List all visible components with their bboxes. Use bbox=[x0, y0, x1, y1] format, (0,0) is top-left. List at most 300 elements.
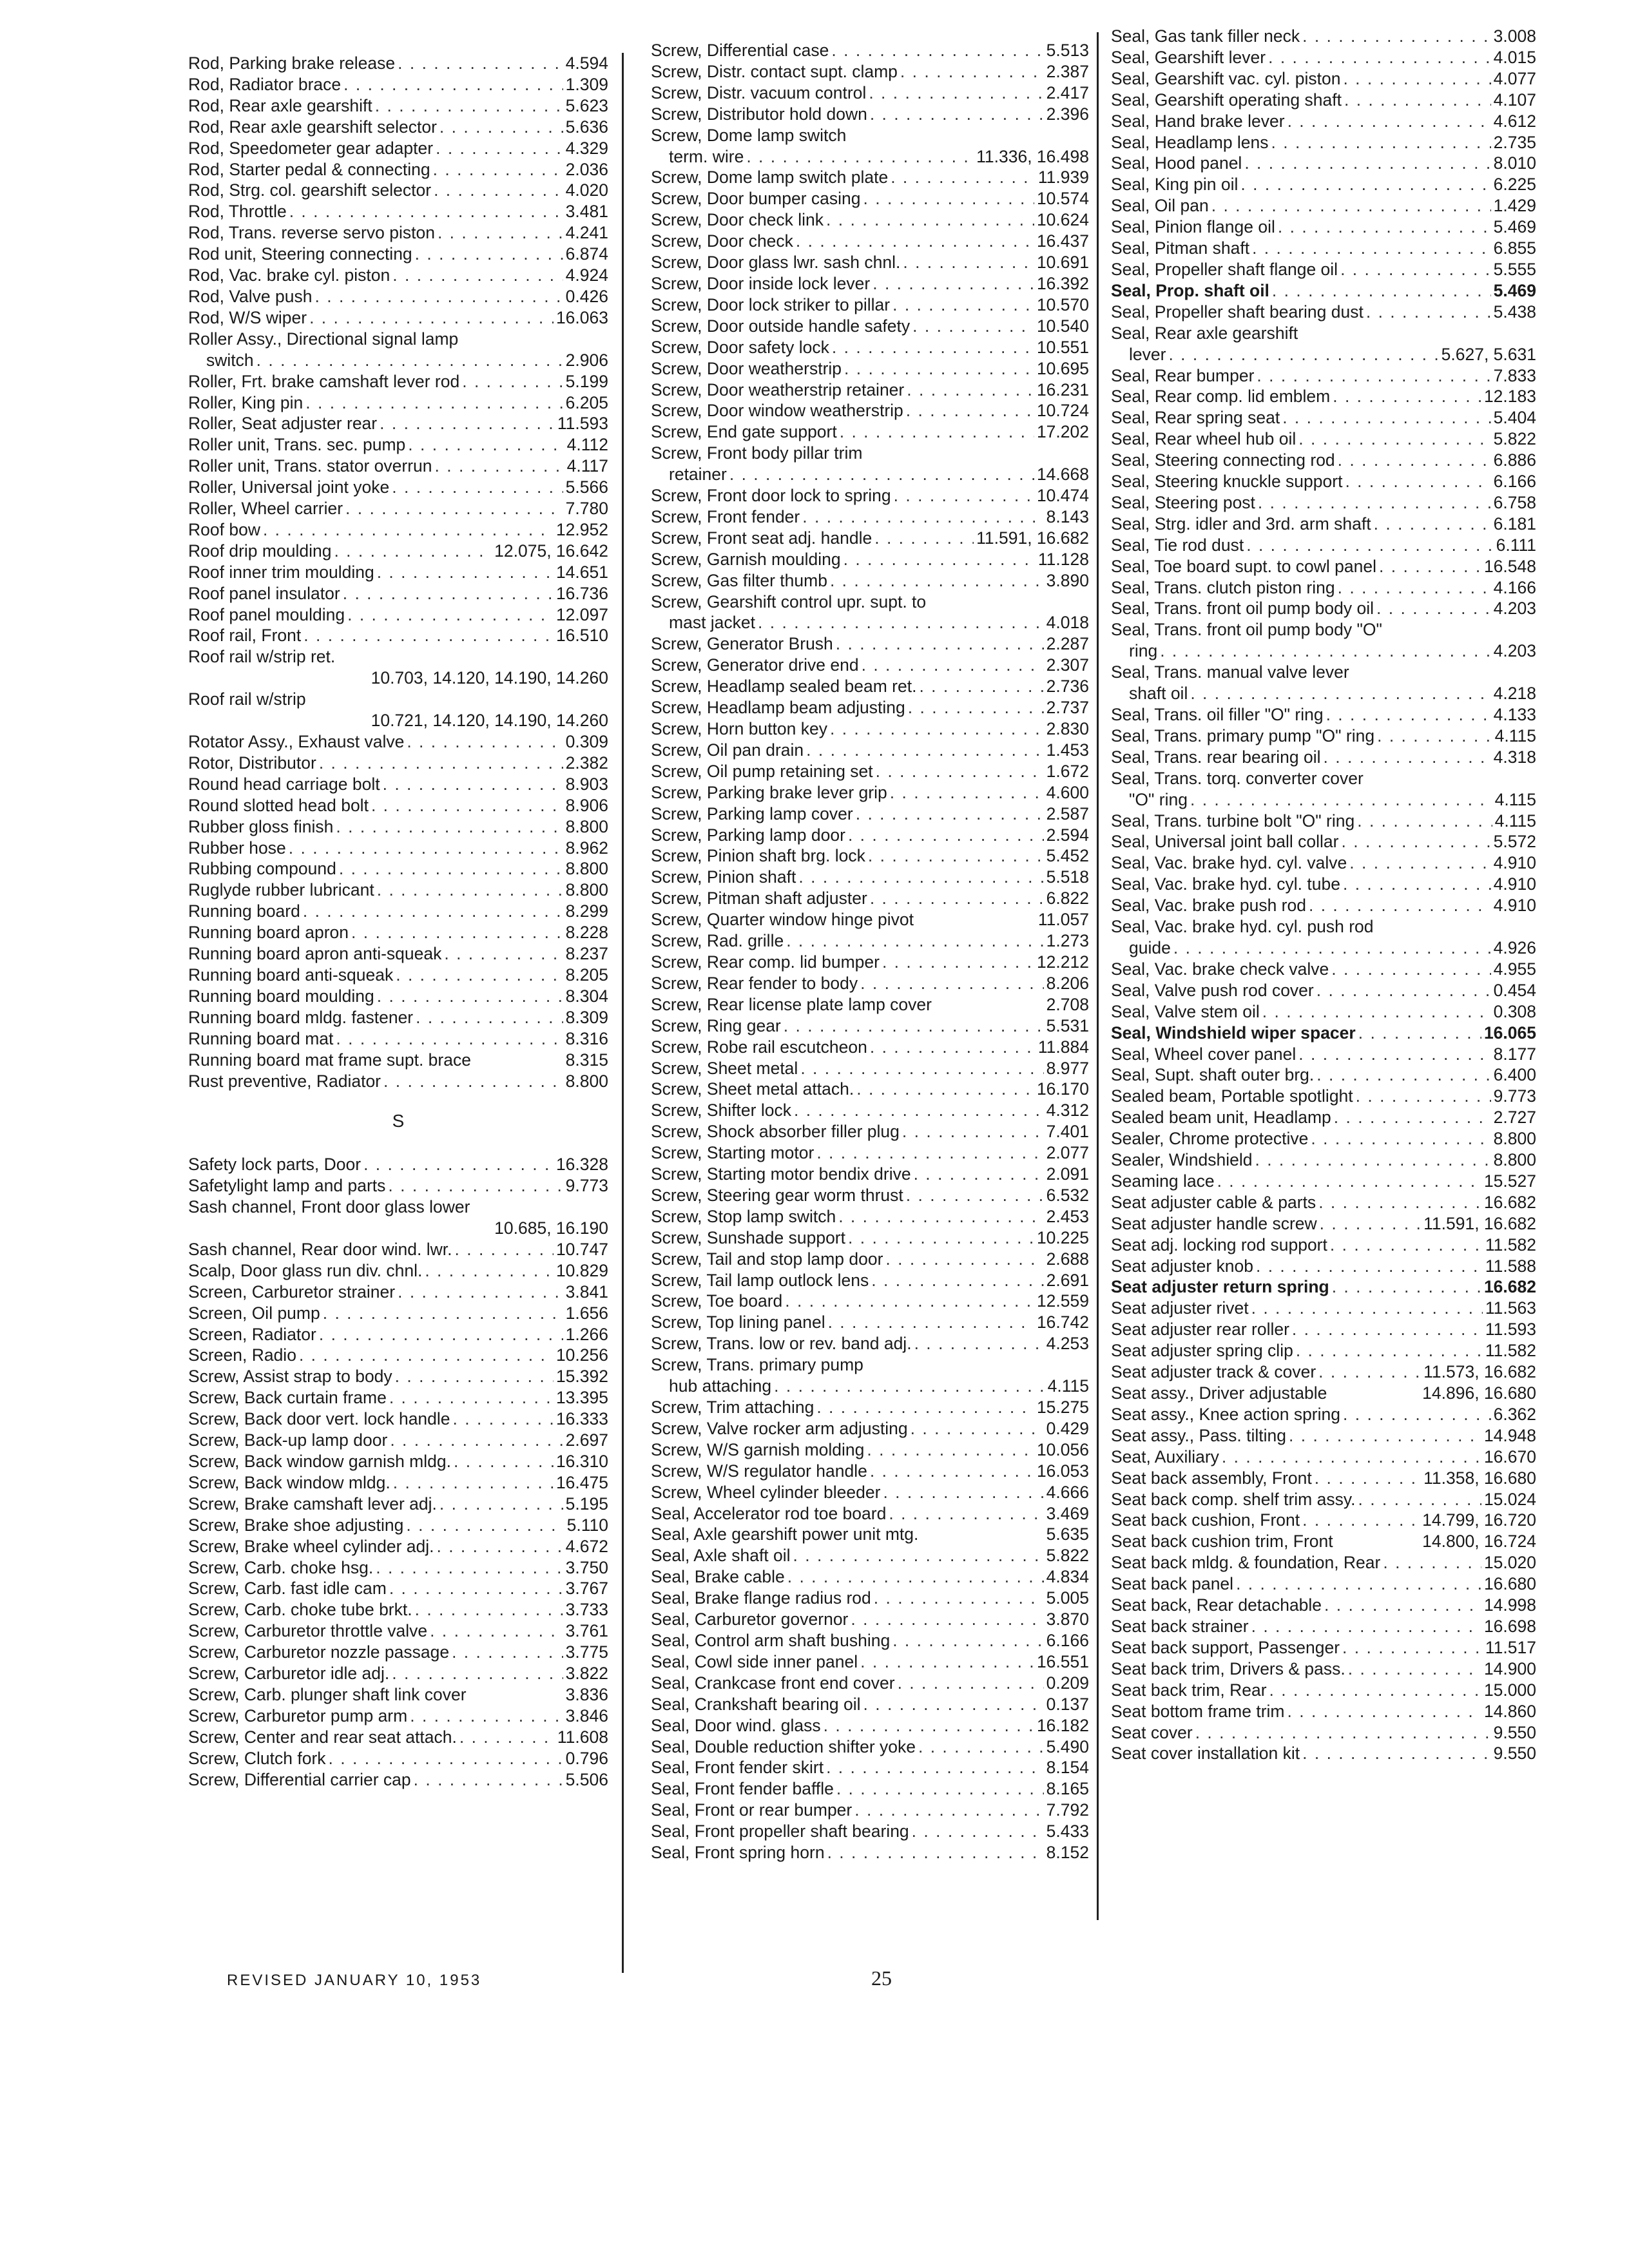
leader-dots bbox=[336, 1028, 563, 1050]
entry-text: Screw, Back window garnish mldg. bbox=[188, 1452, 451, 1471]
leader-dots bbox=[1357, 811, 1492, 832]
entry-text: Seat back trim, Rear bbox=[1111, 1680, 1267, 1700]
entry-reference: 8.800 bbox=[565, 816, 608, 836]
entry-text: Seal, Front fender skirt bbox=[651, 1758, 824, 1778]
index-entry bbox=[1111, 811, 1536, 832]
entry-text: Seal, Brake flange radius rod bbox=[651, 1588, 871, 1608]
index-entry bbox=[188, 1387, 608, 1408]
entry-reference: 0.309 bbox=[565, 732, 608, 751]
entry-text: Screw, Distributor hold down bbox=[651, 104, 867, 124]
leader-dots bbox=[914, 1333, 1044, 1354]
entry-text: Seal, Accelerator rod toe board bbox=[651, 1503, 887, 1523]
index-entry bbox=[651, 1800, 1089, 1821]
index-entry bbox=[1111, 344, 1536, 365]
leader-dots bbox=[1236, 1573, 1481, 1595]
leader-dots bbox=[794, 1100, 1044, 1121]
index-entry bbox=[1111, 895, 1536, 916]
leader-dots bbox=[918, 1736, 1044, 1758]
leader-dots bbox=[860, 1651, 1034, 1673]
leader-dots bbox=[838, 1206, 1043, 1227]
leader-dots bbox=[832, 337, 1034, 358]
index-entry bbox=[651, 1630, 1089, 1651]
index-entry bbox=[1111, 1468, 1536, 1489]
entry-text: Screw, Pinion shaft bbox=[651, 867, 796, 887]
leader-dots bbox=[334, 541, 492, 562]
entry-text: Screw, Brake camshaft lever adj. bbox=[188, 1494, 437, 1514]
leader-dots bbox=[870, 888, 1044, 909]
leader-dots bbox=[388, 1175, 563, 1196]
leader-dots bbox=[882, 952, 1034, 973]
entry-reference: 3.008 bbox=[1493, 26, 1536, 46]
entry-reference: 11.593 bbox=[1485, 1320, 1536, 1340]
leader-dots bbox=[1298, 1044, 1490, 1065]
entry-reference: 5.110 bbox=[566, 1515, 608, 1535]
index-entry bbox=[1111, 1722, 1536, 1744]
entry-text: Seat bottom frame trim bbox=[1111, 1701, 1285, 1721]
leader-dots bbox=[802, 506, 1043, 528]
leader-dots bbox=[1366, 302, 1491, 323]
index-entry bbox=[651, 570, 1089, 591]
entry-reference: 10.721, 14.120, 14.190, 14.260 bbox=[371, 711, 608, 731]
entry-text: ring bbox=[1129, 641, 1158, 661]
entry-text: Seal, Crankshaft bearing oil bbox=[651, 1694, 861, 1714]
entry-reference: 11.588 bbox=[1485, 1256, 1536, 1276]
entry-text: Seal, Pitman shaft bbox=[1111, 238, 1250, 258]
entry-reference: 8.906 bbox=[565, 795, 608, 815]
index-entry bbox=[1111, 1276, 1536, 1298]
index-entry bbox=[188, 858, 608, 879]
entry-text: Roller unit, Trans. stator overrun bbox=[188, 456, 432, 476]
index-entry bbox=[1111, 365, 1536, 387]
leader-dots bbox=[840, 421, 1034, 443]
index-entry bbox=[1111, 980, 1536, 1001]
entry-text: Seal, Carburetor governor bbox=[651, 1610, 849, 1629]
index-entry bbox=[1111, 1446, 1536, 1468]
entry-text: Screw, Front fender bbox=[651, 506, 800, 526]
entry-reference: 4.600 bbox=[1046, 782, 1089, 802]
leader-dots bbox=[883, 1482, 1043, 1503]
index-entry bbox=[651, 1121, 1089, 1142]
entry-reference: 8.299 bbox=[565, 901, 608, 921]
leader-dots bbox=[444, 943, 563, 965]
entry-reference: 10.691 bbox=[1036, 253, 1089, 273]
index-entry bbox=[188, 1430, 608, 1451]
index-entry bbox=[651, 633, 1089, 655]
entry-reference: 16.682 bbox=[1483, 1192, 1536, 1212]
entry-text: Seal, Gearshift vac. cyl. piston bbox=[1111, 68, 1341, 88]
leader-dots bbox=[1302, 1510, 1420, 1531]
entry-text: Screw, Door lock striker to pillar bbox=[651, 294, 891, 314]
page-number: 25 bbox=[871, 1966, 892, 1990]
index-entry bbox=[188, 1620, 608, 1642]
index-entry bbox=[188, 625, 608, 646]
index-entry bbox=[188, 456, 608, 477]
entry-text: Screw, Generator Brush bbox=[651, 634, 833, 654]
index-entry bbox=[651, 612, 1089, 633]
leader-dots bbox=[1343, 874, 1491, 895]
leader-dots bbox=[1376, 598, 1491, 619]
index-entry bbox=[1111, 238, 1536, 259]
entry-text: Seat adj. locking rod support bbox=[1111, 1235, 1327, 1254]
index-entry bbox=[651, 845, 1089, 867]
entry-text: Seal, Trans. front oil pump body "O" bbox=[1111, 620, 1382, 640]
leader-dots bbox=[1358, 1489, 1481, 1510]
entry-reference: 2.737 bbox=[1046, 698, 1089, 718]
leader-dots bbox=[914, 1164, 1044, 1185]
entry-text: Screw, Carburetor throttle valve bbox=[188, 1621, 428, 1641]
leader-dots bbox=[1262, 1001, 1491, 1023]
index-entry bbox=[188, 816, 608, 838]
index-entry bbox=[188, 901, 608, 922]
index-entry bbox=[651, 1100, 1089, 1121]
entry-text: Screw, Generator drive end bbox=[651, 655, 859, 675]
leader-dots bbox=[434, 180, 563, 201]
entry-text: Seal, Vac. brake hyd. cyl. valve bbox=[1111, 853, 1347, 873]
index-entry bbox=[651, 1461, 1089, 1482]
index-entry bbox=[188, 1260, 608, 1282]
leader-dots bbox=[1255, 1149, 1490, 1171]
index-entry bbox=[1111, 1616, 1536, 1637]
entry-reference: 4.253 bbox=[1046, 1334, 1089, 1354]
leader-dots bbox=[862, 655, 1044, 676]
entry-reference: 1.453 bbox=[1046, 740, 1089, 760]
entry-text: Seal, Hand brake lever bbox=[1111, 111, 1285, 131]
leader-dots bbox=[377, 986, 563, 1007]
leader-dots bbox=[1271, 132, 1491, 153]
leader-dots bbox=[1316, 980, 1491, 1001]
entry-reference: 16.170 bbox=[1036, 1079, 1089, 1099]
entry-reference: 8.205 bbox=[565, 965, 608, 985]
leader-dots bbox=[1342, 1637, 1483, 1658]
leader-dots bbox=[339, 858, 563, 879]
index-entry bbox=[651, 1524, 1089, 1545]
leader-dots bbox=[894, 485, 1034, 506]
entry-reference: 4.594 bbox=[565, 53, 608, 73]
index-entry bbox=[1111, 111, 1536, 132]
leader-dots bbox=[793, 1545, 1044, 1566]
leader-dots bbox=[787, 1566, 1044, 1588]
entry-text: Screw, Gas filter thumb bbox=[651, 570, 827, 590]
leader-dots bbox=[1168, 344, 1438, 365]
entry-text: Seal, Trans. clutch piston ring bbox=[1111, 577, 1335, 597]
entry-reference: 16.670 bbox=[1483, 1446, 1536, 1466]
leader-dots bbox=[303, 901, 563, 922]
leader-dots bbox=[436, 138, 563, 159]
entry-reference: 3.481 bbox=[565, 202, 608, 222]
leader-dots bbox=[1190, 789, 1492, 811]
index-entry bbox=[651, 909, 1089, 930]
entry-reference: 16.475 bbox=[555, 1472, 608, 1492]
entry-text: Screen, Carburetor strainer bbox=[188, 1282, 396, 1302]
leader-dots bbox=[1287, 1701, 1481, 1722]
leader-dots bbox=[870, 1037, 1036, 1058]
index-entry bbox=[188, 222, 608, 244]
leader-dots bbox=[383, 774, 563, 795]
entry-text: Roller Assy., Directional signal lamp bbox=[188, 329, 459, 349]
entry-text: Roof panel moulding bbox=[188, 604, 345, 624]
entry-text: Rod, Rear axle gearshift selector bbox=[188, 117, 437, 137]
entry-text: Screw, Parking lamp door bbox=[651, 825, 845, 845]
entry-reference: 3.841 bbox=[565, 1282, 608, 1302]
entry-text: Seal, Steering connecting rod bbox=[1111, 450, 1335, 470]
leader-dots bbox=[824, 1715, 1034, 1736]
leader-dots bbox=[1311, 1128, 1490, 1149]
entry-reference: 10.829 bbox=[555, 1260, 608, 1280]
entry-text: Screw, Carb. choke hsg. bbox=[188, 1557, 374, 1577]
entry-reference: 6.822 bbox=[1046, 889, 1089, 908]
leader-dots bbox=[1349, 852, 1490, 874]
entry-reference: 11.517 bbox=[1485, 1637, 1536, 1657]
index-entry bbox=[1111, 1340, 1536, 1361]
index-entry bbox=[1111, 789, 1536, 811]
index-entry bbox=[651, 167, 1089, 188]
index-entry bbox=[188, 244, 608, 265]
index-entry bbox=[651, 803, 1089, 825]
index-entry bbox=[1111, 1637, 1536, 1658]
entry-reference: 10.695 bbox=[1036, 358, 1089, 378]
entry-text: Sash channel, Front door glass lower bbox=[188, 1197, 470, 1217]
entry-text: Seal, Supt. shaft outer brg. bbox=[1111, 1065, 1315, 1085]
entry-reference: 1.429 bbox=[1493, 196, 1536, 216]
leader-dots bbox=[1278, 216, 1491, 238]
index-entry bbox=[188, 943, 608, 965]
leader-dots bbox=[830, 570, 1044, 591]
entry-reference: 2.382 bbox=[565, 753, 608, 773]
index-entry bbox=[1111, 662, 1536, 683]
index-entry bbox=[188, 74, 608, 95]
index-entry bbox=[651, 1333, 1089, 1354]
index-entry bbox=[1111, 640, 1536, 662]
entry-text: Seal, Headlamp lens bbox=[1111, 132, 1269, 152]
entry-text: Round slotted head bolt bbox=[188, 795, 369, 815]
entry-text: Rod, Parking brake release bbox=[188, 53, 396, 73]
index-entry bbox=[651, 1185, 1089, 1206]
entry-reference: 2.287 bbox=[1046, 634, 1089, 654]
entry-reference: 1.672 bbox=[1046, 761, 1089, 781]
index-entry bbox=[188, 1007, 608, 1028]
entry-text: Screw, Center and rear seat attach. bbox=[188, 1727, 457, 1747]
leader-dots bbox=[1338, 450, 1491, 471]
entry-reference: 14.800, 16.724 bbox=[1422, 1532, 1536, 1552]
entry-reference: 3.469 bbox=[1046, 1503, 1089, 1523]
leader-dots bbox=[1272, 280, 1491, 302]
leader-dots bbox=[299, 1345, 554, 1366]
index-entry bbox=[188, 180, 608, 201]
entry-text: Seat back panel bbox=[1111, 1574, 1234, 1594]
entry-text: Rod unit, Steering connecting bbox=[188, 244, 412, 264]
entry-reference: 6.855 bbox=[1493, 238, 1536, 258]
entry-reference: 3.767 bbox=[565, 1579, 608, 1599]
index-entry bbox=[1111, 874, 1536, 895]
index-entry bbox=[188, 1282, 608, 1303]
leader-dots bbox=[874, 1588, 1044, 1609]
entry-text: Seal, Control arm shaft bushing bbox=[651, 1630, 891, 1650]
entry-text: Screw, Oil pan drain bbox=[651, 740, 804, 760]
index-entry bbox=[188, 1748, 608, 1769]
index-entry bbox=[1111, 747, 1536, 768]
index-entry bbox=[651, 1079, 1089, 1100]
index-entry bbox=[188, 329, 608, 350]
entry-text: Screw, Back door vert. lock handle bbox=[188, 1409, 450, 1429]
entry-reference: 15.020 bbox=[1483, 1553, 1536, 1573]
entry-reference: 8.800 bbox=[565, 859, 608, 879]
index-entry bbox=[188, 689, 608, 710]
entry-text: Running board mat frame supt. brace bbox=[188, 1050, 471, 1070]
leader-dots bbox=[380, 413, 555, 434]
leader-dots bbox=[1338, 577, 1491, 599]
entry-reference: 2.691 bbox=[1046, 1270, 1089, 1290]
entry-reference: 5.623 bbox=[565, 95, 608, 115]
leader-dots bbox=[856, 1079, 1034, 1100]
entry-reference: 2.830 bbox=[1046, 719, 1089, 738]
entry-text: Seal, Steering post bbox=[1111, 492, 1255, 512]
entry-text: Seal, Trans. front oil pump body oil bbox=[1111, 599, 1374, 619]
entry-text: Seal, Windshield wiper spacer bbox=[1111, 1023, 1356, 1043]
index-entry bbox=[651, 464, 1089, 485]
entry-reference: 8.800 bbox=[565, 880, 608, 900]
entry-reference: 10.703, 14.120, 14.190, 14.260 bbox=[371, 668, 608, 688]
entry-text: retainer bbox=[669, 465, 727, 485]
index-entry bbox=[1111, 1425, 1536, 1446]
entry-text: Screw, Door check bbox=[651, 231, 793, 251]
leader-dots bbox=[436, 1536, 563, 1557]
leader-dots bbox=[1358, 1023, 1481, 1044]
entry-text: Screw, Door glass lwr. sash chnl. bbox=[651, 253, 901, 273]
entry-text: Screw, Oil pump retaining set bbox=[651, 761, 873, 781]
entry-reference: 10.056 bbox=[1036, 1439, 1089, 1459]
entry-text: Screw, Carb. fast idle cam bbox=[188, 1579, 387, 1599]
entry-reference: 16.548 bbox=[1483, 556, 1536, 576]
index-entry bbox=[188, 795, 608, 816]
entry-text: Screw, Front seat adj. handle bbox=[651, 528, 872, 548]
entry-reference: 14.860 bbox=[1483, 1701, 1536, 1721]
entry-text: Seat adjuster handle screw bbox=[1111, 1213, 1317, 1233]
entry-text: Seal, Vac. brake hyd. cyl. push rod bbox=[1111, 917, 1374, 937]
entry-text: Roller, Universal joint yoke bbox=[188, 477, 390, 497]
leader-dots bbox=[1160, 640, 1490, 662]
entry-text: Screw, Carb. plunger shaft link cover bbox=[188, 1684, 467, 1704]
entry-text: Screw, Door weatherstrip retainer bbox=[651, 380, 905, 399]
leader-dots bbox=[1251, 1616, 1481, 1637]
entry-reference: 16.682 bbox=[1483, 1277, 1536, 1297]
index-entry bbox=[651, 231, 1089, 252]
index-entry bbox=[651, 994, 1089, 1015]
leader-dots bbox=[1246, 535, 1493, 556]
index-entry bbox=[651, 358, 1089, 380]
entry-text: Sash channel, Rear door wind. lwr. bbox=[188, 1239, 452, 1259]
index-entry bbox=[651, 400, 1089, 421]
entry-reference: 8.800 bbox=[1493, 1150, 1536, 1170]
leader-dots bbox=[863, 188, 1034, 209]
entry-text: Screw, End gate support bbox=[651, 422, 837, 442]
entry-text: Screw, Shifter lock bbox=[651, 1100, 791, 1120]
index-entry bbox=[188, 434, 608, 456]
index-entry bbox=[188, 159, 608, 180]
index-entry bbox=[651, 485, 1089, 506]
leader-dots bbox=[398, 1282, 563, 1303]
leader-dots bbox=[1217, 1171, 1481, 1192]
leader-dots bbox=[1315, 1468, 1421, 1489]
leader-dots bbox=[425, 1260, 554, 1282]
entry-reference: 4.115 bbox=[1494, 811, 1536, 831]
leader-dots bbox=[1344, 90, 1491, 111]
entry-reference: 5.199 bbox=[565, 371, 608, 391]
leader-dots bbox=[774, 1376, 1045, 1397]
index-entry bbox=[651, 1545, 1089, 1566]
index-entry bbox=[1111, 280, 1536, 302]
entry-text: switch bbox=[206, 350, 254, 370]
index-entry bbox=[651, 591, 1089, 613]
entry-reference: 16.698 bbox=[1483, 1616, 1536, 1636]
index-entry bbox=[188, 1028, 608, 1050]
entry-reference: 11.591, 16.682 bbox=[976, 528, 1089, 548]
entry-reference: 0.209 bbox=[1046, 1673, 1089, 1693]
index-entry bbox=[1111, 1510, 1536, 1531]
entry-reference: 16.065 bbox=[1483, 1023, 1536, 1043]
index-entry bbox=[651, 1015, 1089, 1037]
entry-text: Seal, Double reduction shifter yoke bbox=[651, 1736, 916, 1756]
entry-reference: 10.624 bbox=[1036, 210, 1089, 230]
leader-dots bbox=[1330, 1235, 1483, 1256]
entry-text: Screw, Dome lamp switch bbox=[651, 125, 847, 145]
entry-reference: 8.206 bbox=[1046, 973, 1089, 993]
leader-dots bbox=[393, 1472, 554, 1494]
leader-dots bbox=[1190, 683, 1490, 704]
leader-dots bbox=[798, 867, 1043, 888]
entry-reference: 4.924 bbox=[565, 265, 608, 285]
entry-text: Seal, Trans. primary pump "O" ring bbox=[1111, 726, 1375, 745]
entry-text: Seal, Strg. idler and 3rd. arm shaft bbox=[1111, 514, 1371, 533]
entry-text: Seat assy., Knee action spring bbox=[1111, 1404, 1340, 1424]
index-entry bbox=[651, 528, 1089, 549]
entry-text: Roof inner trim moulding bbox=[188, 562, 374, 582]
leader-dots bbox=[319, 1324, 563, 1345]
entry-text: Seal, Rear bumper bbox=[1111, 365, 1255, 385]
index-entry bbox=[651, 952, 1089, 973]
entry-text: Scalp, Door glass run div. chnl. bbox=[188, 1260, 423, 1280]
index-entry bbox=[1111, 1001, 1536, 1023]
entry-reference: 2.708 bbox=[1046, 994, 1089, 1014]
index-entry bbox=[1111, 386, 1536, 407]
leader-dots bbox=[1302, 1743, 1491, 1764]
column-divider bbox=[1097, 32, 1099, 1920]
index-entry bbox=[188, 1366, 608, 1387]
entry-reference: 5.555 bbox=[1493, 259, 1536, 279]
leader-dots bbox=[856, 803, 1044, 825]
index-entry bbox=[651, 1778, 1089, 1800]
entry-text: Seal, Gearshift lever bbox=[1111, 47, 1266, 67]
index-entry bbox=[651, 40, 1089, 61]
index-entry bbox=[188, 1769, 608, 1791]
leader-dots bbox=[729, 464, 1034, 485]
entry-text: Seat adjuster cable & parts bbox=[1111, 1192, 1316, 1212]
entry-reference: 11.336, 16.498 bbox=[976, 146, 1089, 166]
entry-reference: 12.097 bbox=[555, 604, 608, 624]
leader-dots bbox=[863, 1694, 1044, 1715]
entry-text: Seal, Rear wheel hub oil bbox=[1111, 429, 1296, 449]
entry-reference: 2.735 bbox=[1493, 132, 1536, 152]
entry-text: Screw, Sheet metal attach. bbox=[651, 1079, 854, 1099]
leader-dots bbox=[377, 562, 554, 583]
entry-reference: 10.570 bbox=[1036, 294, 1089, 314]
entry-reference: 8.177 bbox=[1493, 1044, 1536, 1064]
entry-text: Round head carriage bolt bbox=[188, 774, 380, 794]
leader-dots bbox=[309, 307, 554, 329]
index-entry bbox=[1111, 1044, 1536, 1065]
entry-reference: 3.733 bbox=[565, 1600, 608, 1620]
leader-dots bbox=[408, 434, 564, 456]
entry-text: Screw, Tail lamp outlock lens bbox=[651, 1270, 869, 1290]
